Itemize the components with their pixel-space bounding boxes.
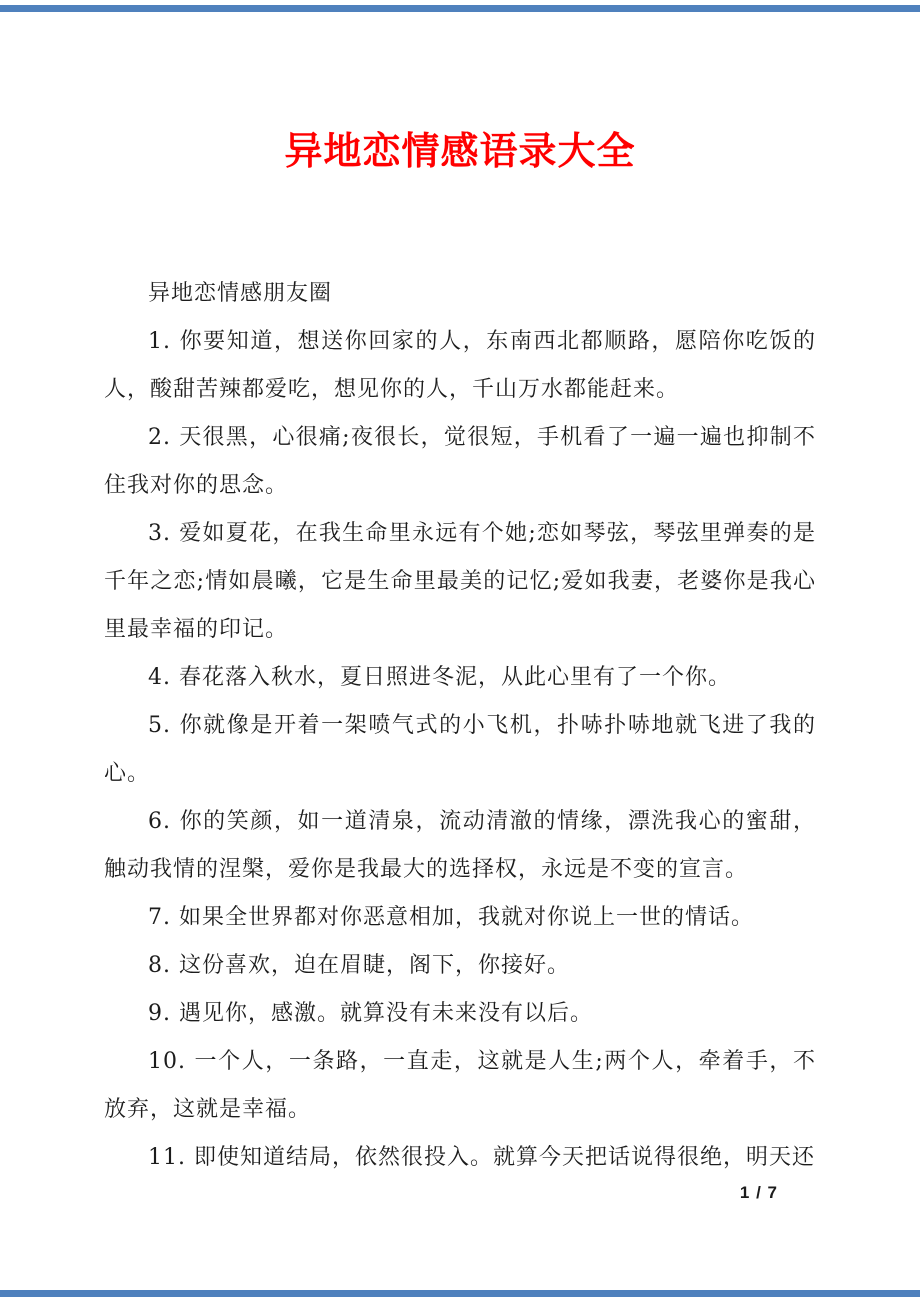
quote-item: 5. 你就像是开着一架喷气式的小飞机，扑哧扑哧地就飞进了我的心。 <box>104 713 816 786</box>
quote-item: 6. 你的笑颜，如一道清泉，流动清澈的情缘，漂洗我心的蜜甜，触动我情的涅槃，爱你是我最大的选择权，永远是不变的宣言。 <box>104 809 816 882</box>
quote-item: 11. 即使知道结局，依然很投入。就算今天把话说得很绝，明天还 <box>148 1145 815 1170</box>
quote-item: 2. 天很黑，心很痛;夜很长，觉很短，手机看了一遍一遍也抑制不住我对你的思念。 <box>104 425 816 498</box>
quote-item: 10. 一个人，一条路，一直走，这就是人生;两个人，牵着手，不放弃，这就是幸福。 <box>104 1049 816 1122</box>
quote-item: 7. 如果全世界都对你恶意相加，我就对你说上一世的情话。 <box>148 905 754 930</box>
quote-list <box>104 318 816 1182</box>
quote-item: 8. 这份喜欢，迫在眉睫，阁下，你接好。 <box>148 953 570 978</box>
page-number-indicator: 1 / 7 <box>739 1183 778 1202</box>
quote-item: 1. 你要知道，想送你回家的人，东南西北都顺路，愿陪你吃饭的人，酸甜苦辣都爱吃，想见你的人，千山万水都能赶来。 <box>104 329 816 402</box>
quote-item: 9. 遇见你，感激。就算没有未来没有以后。 <box>148 1001 593 1026</box>
document-title: 异地恋情感语录大全 <box>284 128 636 173</box>
section-subtitle: 异地恋情感朋友圈 <box>148 281 333 306</box>
page-bottom-border-bar <box>0 1290 920 1297</box>
page-top-border-bar <box>0 5 920 12</box>
quote-item: 3. 爱如夏花，在我生命里永远有个她;恋如琴弦，琴弦里弹奏的是千年之恋;情如晨曦，它是生命里最美的记忆;爱如我妻，老婆你是我心里最幸福的印记。 <box>104 521 816 642</box>
document-body <box>104 270 816 1182</box>
quote-item: 4. 春花落入秋水，夏日照进冬泥，从此心里有了一个你。 <box>148 665 731 690</box>
